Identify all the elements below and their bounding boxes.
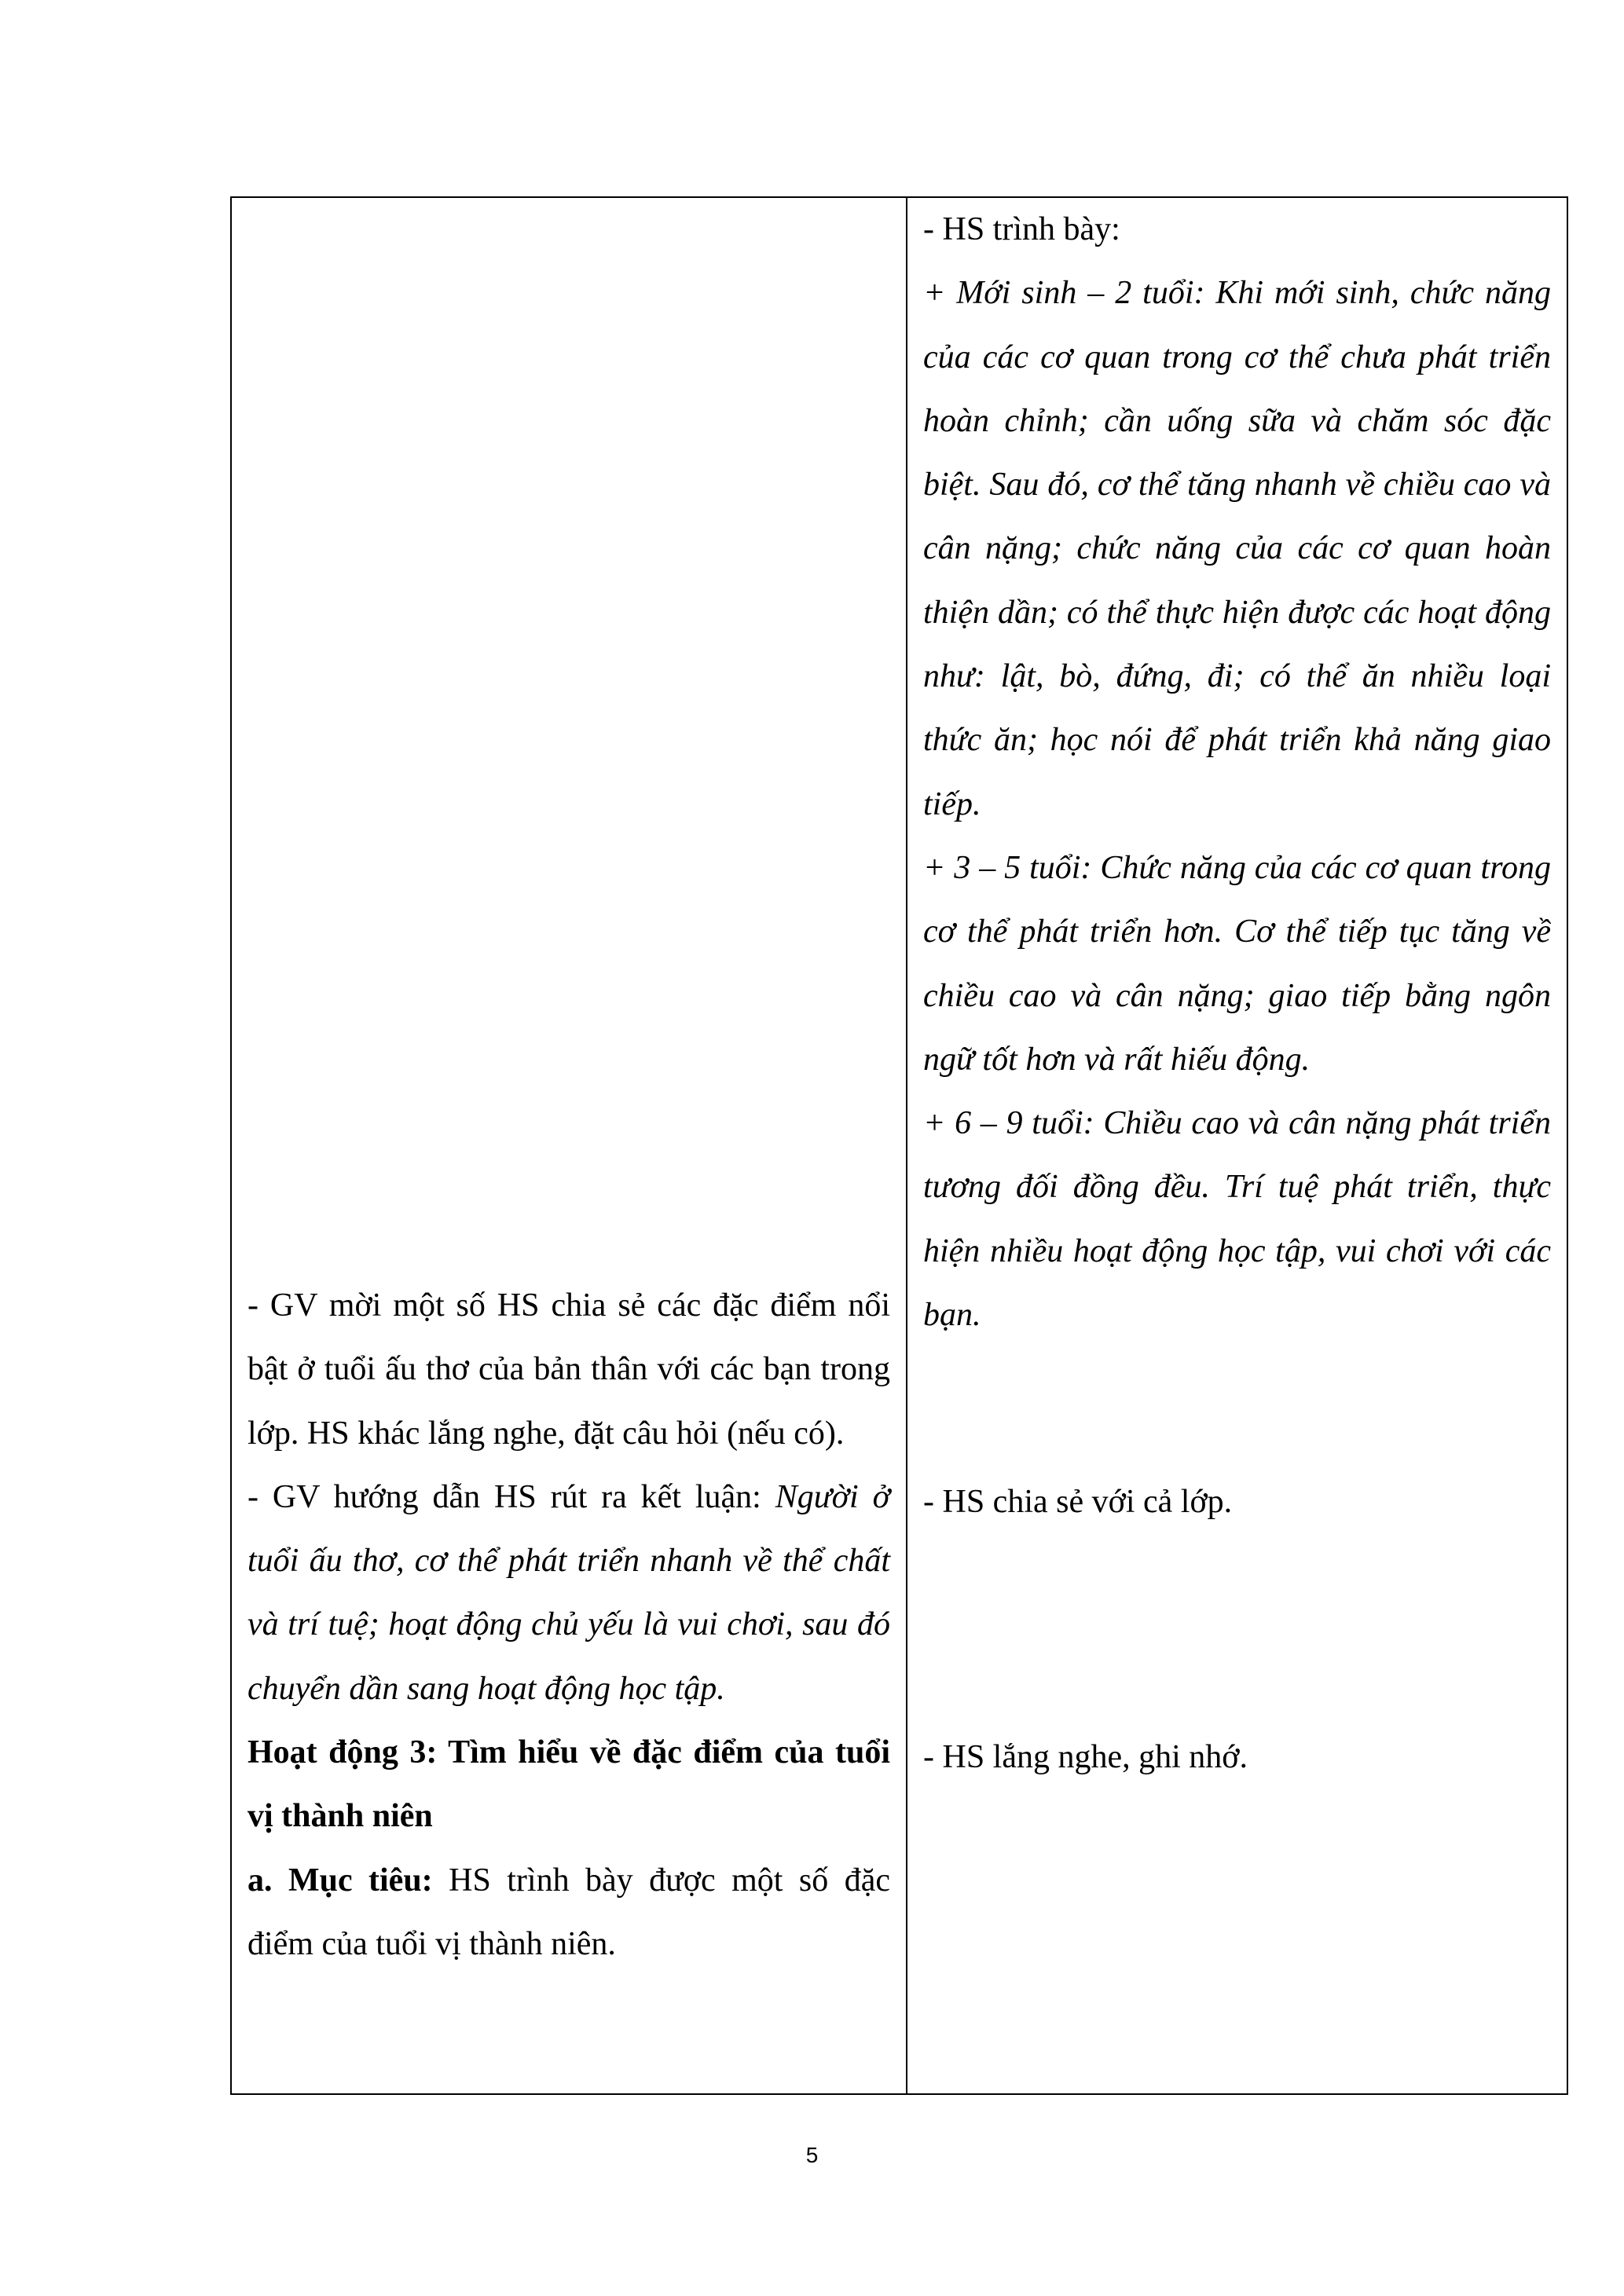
hs-share-text	[923, 1470, 1551, 1534]
teacher-activity-text	[247, 1274, 890, 1976]
stage-6-9-paragraph: + 6 – 9 tuổi: Chiều cao và cân nặng phát triển tương đối đồng đều. Trí tuệ phát triển, thực hiện nhiều hoạt động học tập, vui chơi với các bạn.	[923, 1105, 1551, 1334]
objective-text: HS trình bày được một số đặc điểm của tuổi vị thành niên.	[247, 1862, 890, 1962]
hs-listen-text	[923, 1726, 1551, 1789]
objective-paragraph	[247, 1849, 890, 1977]
objective-label: a. Mục tiêu:	[247, 1862, 433, 1899]
stage-3-5-paragraph: + 3 – 5 tuổi: Chức năng của các cơ quan trong cơ thể phát triển hơn. Cơ thể tiếp tục tăng về chiều cao và cân nặng; giao tiếp bằng ngôn ngữ tốt hơn và rất hiếu động.	[923, 849, 1551, 1078]
table-row	[231, 197, 1567, 2094]
gv-guide-conclusion: Người ở tuổi ấu thơ, cơ thể phát triển nhanh về thể chất và trí tuệ; hoạt động chủ yếu là vui chơi, sau đó chuyển dần sang hoạt động học tập.	[247, 1478, 890, 1707]
stage-newborn-paragraph: + Mới sinh – 2 tuổi: Khi mới sinh, chức năng của các cơ quan trong cơ thể chưa phát triển hoàn chỉnh; cần uống sữa và chăm sóc đặc biệt. Sau đó, cơ thể tăng nhanh về chiều cao và cân nặng; chức năng của các cơ quan hoàn thiện dần; có thể thực hiện được các hoạt động như: lật, bò, đứng, đi; có thể ăn nhiều loại thức ăn; học nói để phát triển khả năng giao tiếp.	[923, 275, 1551, 822]
hs-listen-line: - HS lắng nghe, ghi nhớ.	[923, 1739, 1248, 1775]
gv-guide-paragraph	[247, 1466, 890, 1721]
student-presentation-text	[923, 198, 1551, 1347]
activity-3-heading: Hoạt động 3: Tìm hiểu về đặc điểm của tuổi vị thành niên	[247, 1734, 890, 1835]
gv-invite-paragraph: - GV mời một số HS chia sẻ các đặc điểm nổi bật ở tuổi ấu thơ của bản thân với các bạn trong lớp. HS khác lắng nghe, đặt câu hỏi (nếu có).	[247, 1287, 890, 1452]
hs-share-line: - HS chia sẻ với cả lớp.	[923, 1484, 1233, 1520]
gv-guide-prefix: - GV hướng dẫn HS rút ra kết luận:	[247, 1478, 775, 1515]
teacher-activity-cell	[231, 197, 907, 2094]
lesson-table	[230, 196, 1568, 2095]
page-number: 5	[805, 2143, 819, 2167]
hs-present-line: - HS trình bày:	[923, 211, 1120, 247]
student-activity-cell	[907, 197, 1567, 2094]
